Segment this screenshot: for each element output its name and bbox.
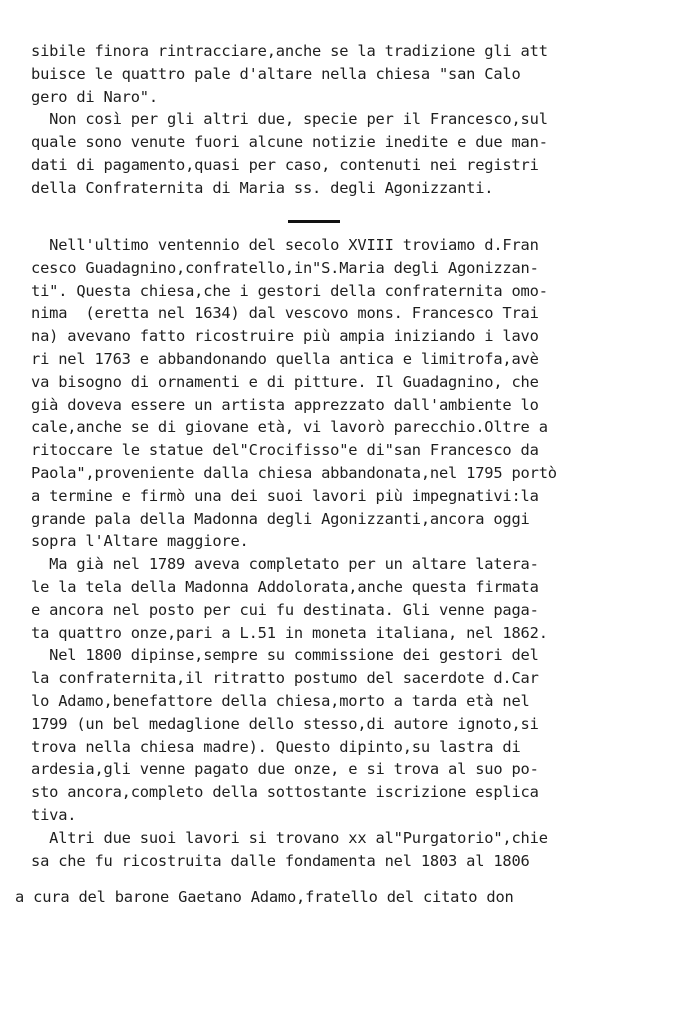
text-line: grande pala della Madonna degli Agonizzanti,ancora oggi (31, 509, 530, 528)
opening-paragraphs (31, 40, 693, 200)
text-line: le la tela della Madonna Addolorata,anche questa firmata (31, 577, 539, 596)
text-line: ritoccare le statue del"Crocifisso"e di"san Francesco da (31, 441, 539, 460)
text-line: cale,anche se di giovane età, vi lavorò parecchio.Oltre a (31, 418, 548, 437)
text-line: va bisogno di ornamenti e di pitture. Il Guadagnino, che (31, 372, 539, 391)
section-divider (288, 220, 340, 223)
text-line: tiva. (31, 805, 77, 824)
text-line: quale sono venute fuori alcune notizie inedite e due man- (31, 133, 548, 152)
text-line: 1799 (un bel medaglione dello stesso,di autore ignoto,si (31, 714, 539, 733)
text-line: nima (eretta nel 1634) dal vescovo mons. Francesco Trai (31, 304, 539, 323)
text-line: ta quattro onze,pari a L.51 in moneta italiana, nel 1862. (31, 623, 548, 642)
main-paragraphs (31, 234, 693, 872)
text-line: sopra l'Altare maggiore. (31, 532, 249, 551)
text-line: ri nel 1763 e abbandonando quella antica e limitrofa,avè (31, 349, 539, 368)
text-line: Ma già nel 1789 aveva completato per un altare latera- (31, 555, 539, 574)
text-line: sto ancora,completo della sottostante iscrizione esplica (31, 783, 539, 802)
text-line: Altri due suoi lavori si trovano xx al"Purgatorio",chie (31, 828, 548, 847)
text-line: lo Adamo,benefattore della chiesa,morto a tarda età nel (31, 691, 530, 710)
text-line: la confraternita,il ritratto postumo del sacerdote d.Car (31, 669, 539, 688)
text-line: cesco Guadagnino,confratello,in"S.Maria degli Agonizzan- (31, 258, 539, 277)
text-line: na) avevano fatto ricostruire più ampia iniziando i lavo (31, 327, 539, 346)
text-line: Nell'ultimo ventennio del secolo XVIII troviamo d.Fran (31, 236, 539, 254)
text-line: buisce le quattro pale d'altare nella chiesa "san Calo (31, 64, 521, 83)
text-line: a termine e firmò una dei suoi lavori più impegnativi:la (31, 486, 539, 505)
text-line: dati di pagamento,quasi per caso, contenuti nei registri (31, 155, 539, 174)
text-line: della Confraternita di Maria ss. degli Agonizzanti. (31, 178, 494, 197)
text-line: sa che fu ricostruita dalle fondamenta nel 1803 al 1806 (31, 851, 530, 870)
text-line: ardesia,gli venne pagato due onze, e si trova al suo po- (31, 760, 539, 779)
text-line: Paola",proveniente dalla chiesa abbandonata,nel 1795 portò (31, 463, 557, 482)
text-line: già doveva essere un artista apprezzato dall'ambiente lo (31, 395, 539, 414)
text-line: Non così per gli altri due, specie per il Francesco,sul (31, 110, 548, 129)
continuation-line: a cura del barone Gaetano Adamo,fratello del citato don (15, 888, 514, 906)
text-line: trova nella chiesa madre). Questo dipinto,su lastra di (31, 737, 521, 756)
text-line: Nel 1800 dipinse,sempre su commissione dei gestori del (31, 646, 539, 665)
text-line: sibile finora rintracciare,anche se la tradizione gli att (31, 42, 548, 60)
text-line: ti". Questa chiesa,che i gestori della confraternita omo- (31, 281, 548, 300)
text-line: e ancora nel posto per cui fu destinata. Gli venne paga- (31, 600, 539, 619)
text-line: gero di Naro". (31, 87, 158, 106)
